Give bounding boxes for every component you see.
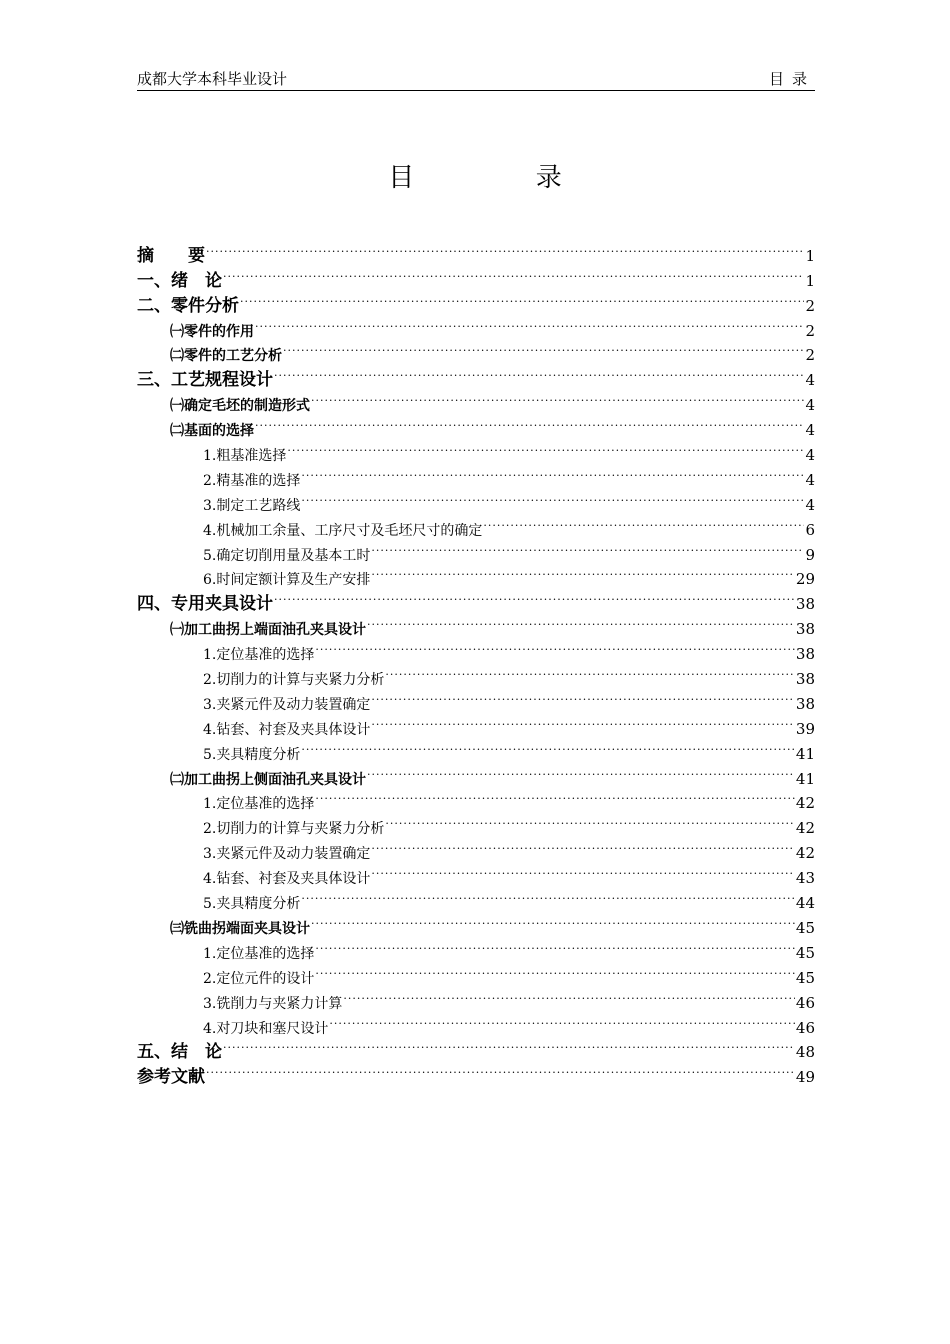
toc-dot-leader <box>371 858 795 883</box>
toc-dot-leader <box>255 410 804 435</box>
toc-entry-page-number: 38 <box>795 645 815 664</box>
toc-entry[interactable] <box>137 261 815 291</box>
toc-entry-page-number: 38 <box>795 595 815 614</box>
toc-entry-page-number: 1 <box>805 271 815 290</box>
toc-entry-page-number: 48 <box>795 1043 815 1062</box>
toc-entry-page-number: 38 <box>795 670 815 689</box>
toc-entry-page-number: 2 <box>805 346 815 365</box>
page-header <box>137 68 815 91</box>
toc-entry-page-number: 44 <box>795 894 815 913</box>
toc-entry-label: 1.定位基准的选择 <box>203 796 315 813</box>
toc-dot-leader <box>301 460 804 485</box>
toc-dot-leader <box>371 535 804 560</box>
toc-entry-label: 1.定位基准的选择 <box>203 945 315 962</box>
toc-dot-leader <box>301 883 795 908</box>
toc-title-char-2: 录 <box>535 163 562 193</box>
toc-dot-leader <box>311 908 795 933</box>
toc-entry[interactable] <box>137 1057 815 1088</box>
toc-entry-page-number: 41 <box>795 769 815 788</box>
toc-entry-page-number: 4 <box>805 396 815 415</box>
toc-entry-label: ㈡加工曲拐上侧面油孔夹具设计 <box>170 771 366 788</box>
toc-dot-leader <box>343 983 795 1008</box>
toc-entry-page-number: 42 <box>795 819 815 838</box>
toc-entry-label: 2.切削力的计算与夹紧力分析 <box>203 672 385 689</box>
table-of-contents <box>137 236 815 1088</box>
toc-dot-leader <box>385 659 795 684</box>
toc-entry-label: ㈠零件的作用 <box>170 323 254 340</box>
toc-entry-label: 一、绪 论 <box>137 270 222 291</box>
toc-entry-label: 三、工艺规程设计 <box>137 370 273 391</box>
toc-entry-label: 五、结 论 <box>137 1042 222 1063</box>
toc-dot-leader <box>315 933 795 958</box>
toc-dot-leader <box>255 311 804 336</box>
toc-entry-page-number: 2 <box>805 321 815 340</box>
toc-title <box>0 157 950 194</box>
toc-entry[interactable] <box>137 286 815 316</box>
toc-entry-page-number: 4 <box>805 470 815 489</box>
toc-entry-page-number: 4 <box>805 495 815 514</box>
toc-dot-leader <box>315 634 795 659</box>
toc-dot-leader <box>274 584 795 609</box>
toc-entry-page-number: 4 <box>805 371 815 390</box>
toc-entry-label: 2.定位元件的设计 <box>203 970 315 987</box>
toc-entry-label: 4.机械加工余量、工序尺寸及毛坯尺寸的确定 <box>203 522 483 539</box>
toc-dot-leader <box>315 958 795 983</box>
toc-dot-leader <box>223 261 804 286</box>
toc-entry-label: 3.夹紧元件及动力装置确定 <box>203 846 371 863</box>
toc-entry-label: 3.夹紧元件及动力装置确定 <box>203 696 371 713</box>
toc-entry-label: 4.钻套、衬套及夹具体设计 <box>203 871 371 888</box>
toc-entry-page-number: 38 <box>795 694 815 713</box>
toc-entry-label: 5.夹具精度分析 <box>203 896 301 913</box>
toc-entry-page-number: 42 <box>795 844 815 863</box>
toc-entry-label: 4.对刀块和塞尺设计 <box>203 1020 329 1037</box>
toc-entry-page-number: 49 <box>795 1068 815 1087</box>
toc-entry[interactable] <box>137 236 815 266</box>
toc-entry-label: 4.钻套、衬套及夹具体设计 <box>203 721 371 738</box>
toc-entry[interactable] <box>137 1033 815 1063</box>
toc-entry-label: 1.定位基准的选择 <box>203 647 315 664</box>
toc-entry-page-number: 2 <box>805 296 815 315</box>
toc-entry-page-number: 41 <box>795 744 815 763</box>
toc-entry-page-number: 39 <box>795 719 815 738</box>
toc-dot-leader <box>206 236 804 261</box>
toc-entry-page-number: 9 <box>805 545 815 564</box>
toc-entry-page-number: 4 <box>805 421 815 440</box>
toc-entry-page-number: 45 <box>795 918 815 937</box>
toc-entry-page-number: 38 <box>795 620 815 639</box>
toc-entry-page-number: 46 <box>795 993 815 1012</box>
toc-entry-page-number: 43 <box>795 869 815 888</box>
toc-dot-leader <box>329 1008 795 1033</box>
toc-dot-leader <box>283 336 804 361</box>
toc-title-char-1: 目 <box>388 163 415 193</box>
toc-entry-label: ㈠加工曲拐上端面油孔夹具设计 <box>170 622 366 639</box>
toc-dot-leader <box>367 759 795 784</box>
toc-entry-label: ㈢铣曲拐端面夹具设计 <box>170 920 310 937</box>
toc-entry-label: ㈡零件的工艺分析 <box>170 348 282 365</box>
toc-dot-leader <box>206 1057 795 1082</box>
toc-dot-leader <box>483 510 804 535</box>
toc-entry-label: 四、专用夹具设计 <box>137 594 273 615</box>
toc-entry-page-number: 42 <box>795 794 815 813</box>
toc-entry-label: 3.制定工艺路线 <box>203 497 301 514</box>
toc-entry-page-number: 29 <box>795 570 815 589</box>
toc-dot-leader <box>371 709 795 734</box>
toc-entry-label: 3.铣削力与夹紧力计算 <box>203 995 343 1012</box>
toc-entry-label: ㈠确定毛坯的制造形式 <box>170 398 310 415</box>
toc-dot-leader <box>223 1033 795 1058</box>
toc-dot-leader <box>311 385 804 410</box>
toc-dot-leader <box>287 435 804 460</box>
toc-entry-label: 摘 要 <box>137 245 205 266</box>
toc-entry-page-number: 6 <box>805 520 815 539</box>
toc-dot-leader <box>274 360 804 385</box>
toc-entry-label: 2.精基准的选择 <box>203 472 301 489</box>
toc-entry-label: 参考文献 <box>137 1067 205 1088</box>
toc-entry-page-number: 4 <box>805 446 815 465</box>
toc-dot-leader <box>301 734 795 759</box>
toc-entry-label: 5.确定切削用量及基本工时 <box>203 547 371 564</box>
toc-dot-leader <box>240 286 804 311</box>
toc-entry-label: 6.时间定额计算及生产安排 <box>203 572 371 589</box>
header-section-title: 目录 <box>768 70 815 88</box>
toc-entry-label: ㈡基面的选择 <box>170 423 254 440</box>
toc-entry-label: 5.夹具精度分析 <box>203 746 301 763</box>
header-school-title: 成都大学本科毕业设计 <box>137 70 288 88</box>
toc-entry-label: 二、零件分析 <box>137 295 239 316</box>
toc-entry-label: 1.粗基准选择 <box>203 448 287 465</box>
toc-entry-label: 2.切削力的计算与夹紧力分析 <box>203 821 385 838</box>
toc-dot-leader <box>301 485 804 510</box>
toc-dot-leader <box>315 784 795 809</box>
toc-dot-leader <box>385 808 795 833</box>
toc-entry-page-number: 1 <box>805 246 815 265</box>
toc-dot-leader <box>371 833 795 858</box>
toc-dot-leader <box>371 684 795 709</box>
toc-entry-page-number: 46 <box>795 1018 815 1037</box>
toc-entry-page-number: 45 <box>795 968 815 987</box>
toc-entry-page-number: 45 <box>795 943 815 962</box>
toc-dot-leader <box>371 560 795 585</box>
toc-dot-leader <box>367 609 795 634</box>
